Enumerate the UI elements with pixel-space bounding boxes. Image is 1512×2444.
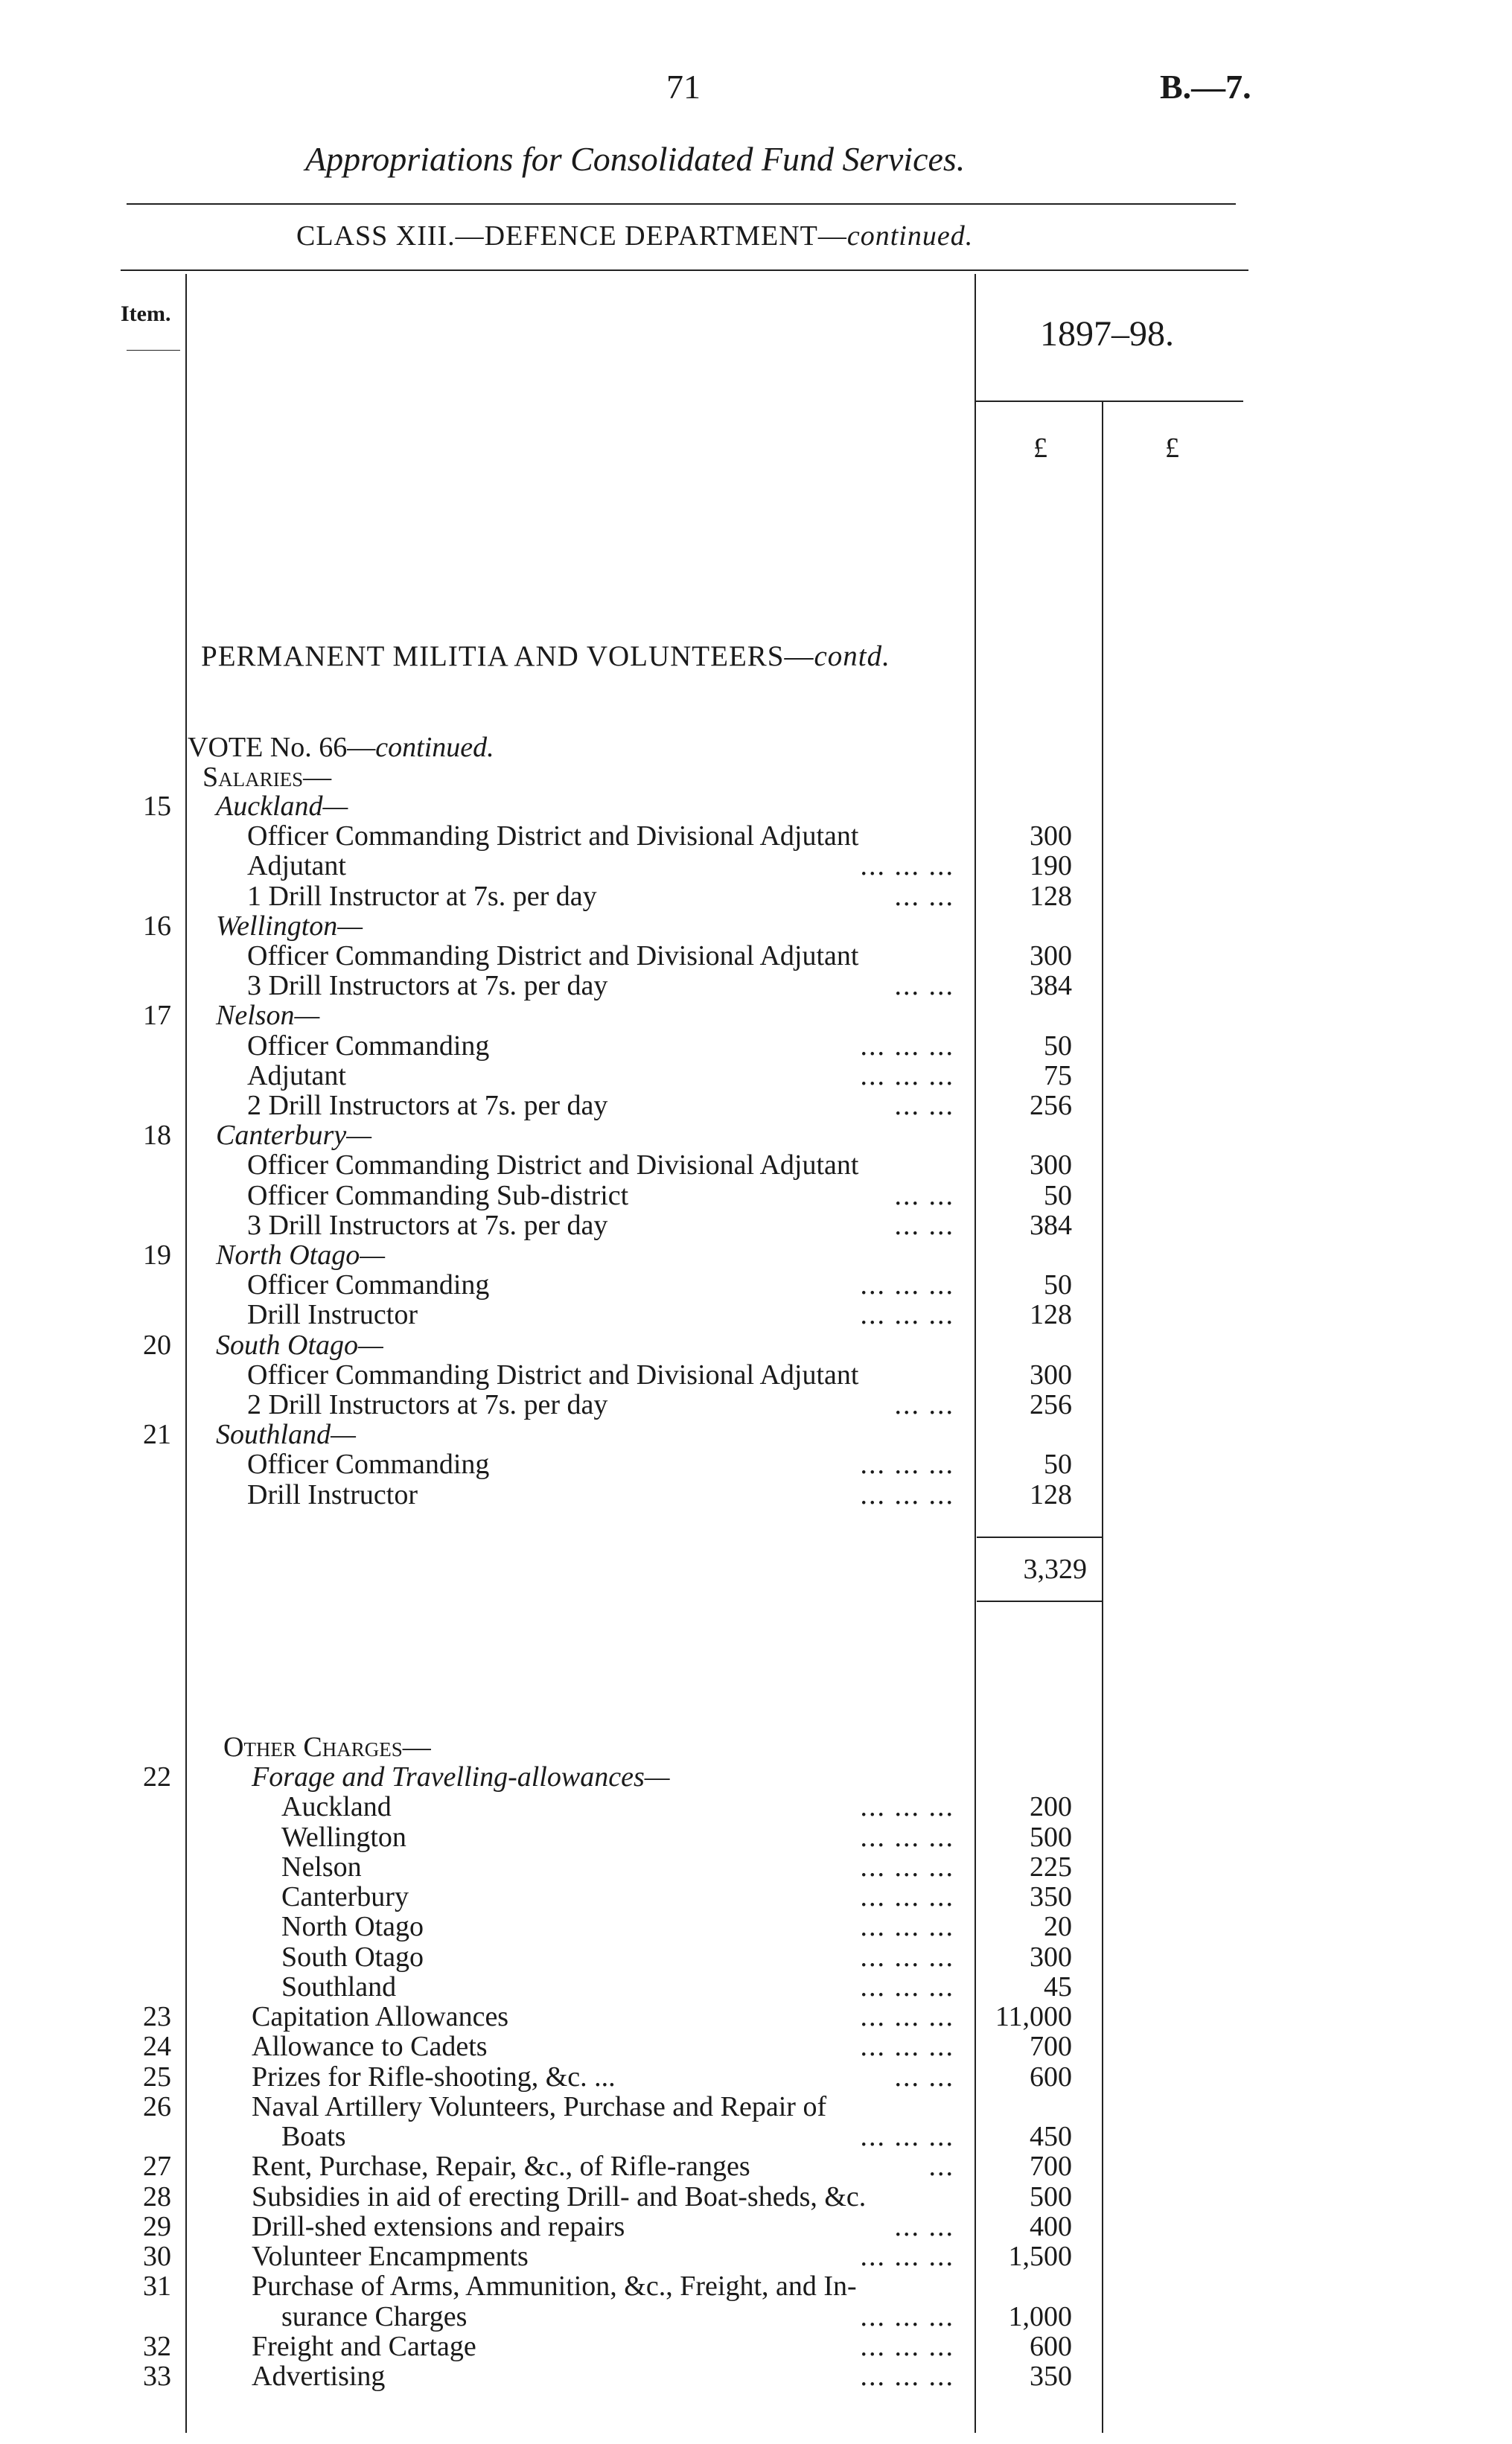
class-subtitle (296, 221, 973, 251)
line-label: Canterbury (281, 1881, 409, 1912)
group-label: Wellington— (216, 910, 363, 942)
page-title: Appropriations for Consolidated Fund Services. (305, 140, 966, 178)
leader-dots: ... ... (894, 2210, 954, 2242)
section-heading-cont: contd. (814, 640, 890, 672)
line-label: Boats (281, 2121, 346, 2152)
line-label: Purchase of Arms, Ammunition, &c., Freight, and In- (252, 2271, 857, 2303)
leader-dots: ... ... ... (860, 2001, 954, 2032)
line-label: Officer Commanding District and Divisional Adjutant (247, 940, 859, 971)
amount-cell: 700 (1030, 2031, 1072, 2063)
line-label: 2 Drill Instructors at 7s. per day (247, 1389, 608, 1420)
line-label: Drill Instructor (247, 1478, 418, 1510)
title-rule (127, 203, 1236, 205)
amount-cell: 11,000 (995, 2001, 1072, 2032)
leader-dots: ... ... ... (860, 1941, 954, 1973)
leader-dots: ... ... ... (860, 1851, 954, 1883)
amount-cell: 450 (1030, 2121, 1072, 2152)
amount-cell: 225 (1030, 1851, 1072, 1883)
leader-dots: ... ... (894, 1389, 954, 1420)
item-number: 27 (143, 2151, 171, 2183)
item-number: 16 (143, 910, 171, 942)
leader-dots: ... ... ... (860, 2241, 954, 2272)
line-label: Freight and Cartage (252, 2330, 476, 2362)
amount-cell: 190 (1030, 850, 1072, 882)
leader-dots: ... ... ... (860, 1059, 954, 1091)
line-label: Drill-shed extensions and repairs (252, 2210, 625, 2242)
year-header-rule (975, 401, 1243, 402)
amount-cell: 128 (1030, 1299, 1072, 1331)
item-number: 19 (143, 1239, 171, 1271)
line-label: Auckland (281, 1791, 392, 1823)
amount-cell: 700 (1030, 2151, 1072, 2183)
amount-cell: 50 (1044, 1030, 1072, 1062)
leader-dots: ... ... (894, 970, 954, 1002)
amount-cell: 1,000 (1008, 2300, 1072, 2332)
item-number: 32 (143, 2330, 171, 2362)
amount-column-mid-rule (1102, 402, 1103, 2433)
line-label: Adjutant (247, 850, 346, 882)
leader-dots: ... ... (894, 2061, 954, 2093)
pound-sign-left: £ (1033, 433, 1047, 464)
item-number: 28 (143, 2180, 171, 2212)
line-label: North Otago (281, 1911, 424, 1943)
item-number: 17 (143, 1000, 171, 1032)
amount-cell: 45 (1044, 1971, 1072, 2003)
leader-dots: ... ... ... (860, 1971, 954, 2003)
leader-dots: ... ... (894, 1090, 954, 1121)
leader-dots: ... ... ... (860, 1449, 954, 1481)
item-number: 31 (143, 2271, 171, 2303)
line-label: 3 Drill Instructors at 7s. per day (247, 970, 608, 1002)
amount-cell: 256 (1030, 1090, 1072, 1121)
leader-dots: ... ... ... (860, 1299, 954, 1331)
vote-heading-main: VOTE No. 66— (188, 732, 376, 763)
leader-dots: ... ... ... (860, 1791, 954, 1823)
item-column-rule (185, 274, 187, 2433)
line-label: Officer Commanding (247, 1030, 490, 1062)
section-heading (201, 642, 890, 671)
group-label: Canterbury— (216, 1120, 371, 1152)
subtitle-rule (121, 269, 1248, 271)
vote-heading-cont: continued. (375, 732, 494, 763)
group-label: Auckland— (216, 791, 348, 822)
item-number: 21 (143, 1419, 171, 1451)
line-label: Allowance to Cadets (252, 2031, 488, 2063)
document-code: B.—7. (1160, 68, 1251, 106)
line-label: Officer Commanding District and Divisional Adjutant (247, 1359, 859, 1391)
salaries-total-rule-top (977, 1537, 1102, 1538)
amount-cell: 300 (1030, 1149, 1072, 1181)
amount-cell: 20 (1044, 1911, 1072, 1943)
item-number: 20 (143, 1329, 171, 1361)
salaries-total: 3,329 (1023, 1554, 1087, 1585)
section-heading-main: PERMANENT MILITIA AND VOLUNTEERS— (201, 640, 814, 672)
line-label: Adjutant (247, 1059, 346, 1091)
leader-dots: ... ... ... (860, 1911, 954, 1943)
line-label: 2 Drill Instructors at 7s. per day (247, 1090, 608, 1121)
leader-dots: ... ... ... (860, 1478, 954, 1510)
group-label: Southland— (216, 1419, 356, 1451)
amount-cell: 50 (1044, 1179, 1072, 1211)
amount-cell: 500 (1030, 2180, 1072, 2212)
leader-dots: ... ... ... (860, 2121, 954, 2152)
item-number: 22 (143, 1761, 171, 1793)
line-label: South Otago (281, 1941, 424, 1973)
amount-cell: 384 (1030, 1209, 1072, 1241)
amount-cell: 384 (1030, 970, 1072, 1002)
line-label: Southland (281, 1971, 397, 2003)
amount-cell: 50 (1044, 1269, 1072, 1301)
line-label: surance Charges (281, 2300, 468, 2332)
line-label: Officer Commanding (247, 1269, 490, 1301)
amount-cell: 600 (1030, 2061, 1072, 2093)
leader-dots: ... ... ... (860, 850, 954, 882)
leader-dots: ... ... ... (860, 1030, 954, 1062)
amount-cell: 350 (1030, 2361, 1072, 2392)
item-header-underline (127, 350, 180, 351)
line-label: Prizes for Rifle-shooting, &c. ... (252, 2061, 616, 2093)
amount-cell: 128 (1030, 880, 1072, 912)
item-number: 15 (143, 791, 171, 822)
class-subtitle-cont: continued. (846, 220, 974, 252)
salaries-total-rule-bottom (977, 1601, 1102, 1602)
page-number: 71 (666, 68, 701, 106)
group-label: Forage and Travelling-allowances— (252, 1761, 670, 1793)
amount-cell: 600 (1030, 2330, 1072, 2362)
leader-dots: ... (928, 2151, 954, 2183)
line-label: Officer Commanding (247, 1449, 490, 1481)
amount-cell: 350 (1030, 1881, 1072, 1912)
amount-cell: 300 (1030, 1359, 1072, 1391)
line-label: Subsidies in aid of erecting Drill- and Boat-sheds, &c. (252, 2180, 867, 2212)
leader-dots: ... ... (894, 880, 954, 912)
amount-cell: 1,500 (1008, 2241, 1072, 2272)
amount-cell: 500 (1030, 1821, 1072, 1853)
item-number: 23 (143, 2001, 171, 2032)
item-number: 25 (143, 2061, 171, 2093)
group-label: Nelson— (216, 1000, 320, 1032)
amount-cell: 75 (1044, 1059, 1072, 1091)
amount-column-left-rule (974, 274, 976, 2433)
line-label: Capitation Allowances (252, 2001, 509, 2032)
item-number: 18 (143, 1120, 171, 1152)
line-label: 1 Drill Instructor at 7s. per day (247, 880, 597, 912)
vote-heading (188, 733, 494, 762)
item-number: 26 (143, 2090, 171, 2122)
item-number: 33 (143, 2361, 171, 2392)
amount-cell: 50 (1044, 1449, 1072, 1481)
leader-dots: ... ... ... (860, 2330, 954, 2362)
leader-dots: ... ... ... (860, 2361, 954, 2392)
amount-cell: 400 (1030, 2210, 1072, 2242)
amount-cell: 300 (1030, 820, 1072, 852)
leader-dots: ... ... ... (860, 2031, 954, 2063)
salaries-heading: Salaries— (202, 762, 332, 793)
line-label: Officer Commanding District and Divisional Adjutant (247, 1149, 859, 1181)
item-number: 30 (143, 2241, 171, 2272)
line-label: Nelson (281, 1851, 362, 1883)
leader-dots: ... ... (894, 1209, 954, 1241)
item-number: 24 (143, 2031, 171, 2063)
line-label: Officer Commanding District and Divisional Adjutant (247, 820, 859, 852)
amount-cell: 300 (1030, 1941, 1072, 1973)
amount-cell: 128 (1030, 1478, 1072, 1510)
leader-dots: ... ... ... (860, 1881, 954, 1912)
item-number: 29 (143, 2210, 171, 2242)
leader-dots: ... ... (894, 1179, 954, 1211)
line-label: 3 Drill Instructors at 7s. per day (247, 1209, 608, 1241)
line-label: Volunteer Encampments (252, 2241, 529, 2272)
class-subtitle-main: CLASS XIII.—DEFENCE DEPARTMENT— (296, 220, 847, 252)
group-label: North Otago— (216, 1239, 385, 1271)
year-column-header: 1897–98. (1040, 314, 1174, 354)
line-label: Wellington (281, 1821, 406, 1853)
amount-cell: 200 (1030, 1791, 1072, 1823)
leader-dots: ... ... ... (860, 1269, 954, 1301)
other-charges-heading: Other Charges— (223, 1732, 431, 1763)
item-column-header: Item. (121, 301, 171, 326)
group-label: South Otago— (216, 1329, 383, 1361)
line-label: Officer Commanding Sub-district (247, 1179, 629, 1211)
leader-dots: ... ... ... (860, 2300, 954, 2332)
amount-cell: 256 (1030, 1389, 1072, 1420)
line-label: Rent, Purchase, Repair, &c., of Rifle-ranges (252, 2151, 750, 2183)
pound-sign-right: £ (1165, 433, 1179, 464)
amount-cell: 300 (1030, 940, 1072, 971)
line-label: Advertising (252, 2361, 386, 2392)
line-label: Naval Artillery Volunteers, Purchase and Repair of (252, 2090, 827, 2122)
line-label: Drill Instructor (247, 1299, 418, 1331)
leader-dots: ... ... ... (860, 1821, 954, 1853)
